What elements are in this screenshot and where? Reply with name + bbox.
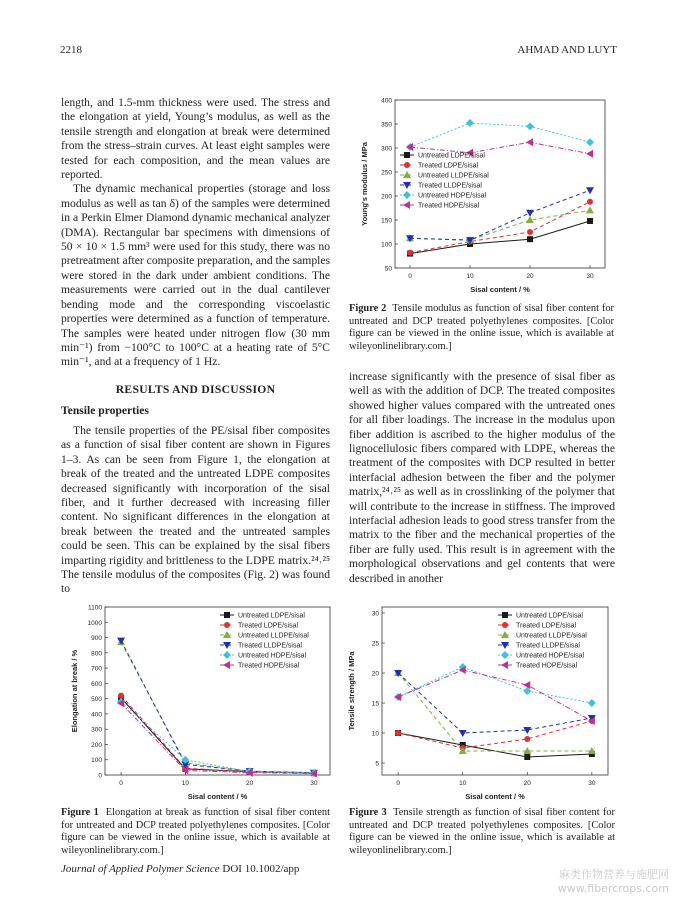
figure-label: Figure 3 — [349, 807, 387, 818]
legend-label: Untreated LLDPE/sisal — [418, 172, 489, 180]
x-axis-label: Sisal content / % — [470, 285, 530, 294]
y-axis-label: Young's modulus / MPa — [360, 142, 369, 226]
x-tick-label: 10 — [181, 780, 189, 787]
legend-label: Treated LDPE/sisal — [238, 622, 299, 630]
legend-label: Treated LLDPE/sisal — [516, 642, 580, 650]
figure-3-chart — [340, 595, 618, 800]
y-tick-label: 150 — [381, 217, 392, 225]
legend-label: Treated LDPE/sisal — [516, 622, 577, 630]
section-title: RESULTS AND DISCUSSION — [115, 383, 276, 396]
figure-3-caption — [349, 807, 615, 857]
data-point — [524, 736, 530, 742]
figure-2-chart — [340, 88, 618, 294]
y-tick-label: 400 — [381, 97, 392, 105]
data-point — [587, 199, 593, 205]
x-tick-label: 30 — [586, 273, 594, 280]
y-tick-label: 200 — [381, 193, 392, 201]
legend-label: Untreated HDPE/sisal — [516, 652, 585, 660]
legend-label: Treated HDPE/sisal — [516, 662, 578, 670]
left-column-bottom — [61, 424, 330, 597]
page-number: 2218 — [60, 44, 82, 56]
legend-label: Untreated HDPE/sisal — [238, 652, 307, 660]
y-tick-label: 1100 — [88, 604, 102, 612]
legend-label: Untreated LDPE/sisal — [516, 612, 583, 620]
y-tick-label: 300 — [91, 726, 102, 734]
y-tick-label: 300 — [381, 145, 392, 153]
legend-label: Treated LDPE/sisal — [418, 162, 479, 170]
figure-2-caption — [349, 303, 614, 353]
legend-label: Treated HDPE/sisal — [238, 662, 300, 670]
legend-marker — [224, 622, 230, 628]
x-tick-label: 10 — [459, 780, 467, 787]
x-tick-label: 20 — [523, 780, 531, 787]
y-tick-label: 25 — [371, 640, 379, 648]
paragraph: The tensile properties of the PE/sisal fiber composites as a function of sisal fiber content are shown in Figures 1–3. As can be seen from Figure 1, the elongation at break of the treated and the untreated LDPE composites decreased significantly with incorporation of the sisal fiber, and it further decreased with increasing filler content. No significant differences in the elongation at break between the treated and the untreated samples could be seen. This can be explained by the sisal fibers imparting rigidity and brittleness to the LDPE matrix.²⁴˒²⁵ The tensile modulus of the composites (Fig. 2) was found to — [61, 424, 330, 596]
paragraph: increase significantly with the presence of sisal fiber as well as with the addition of DCP. The treated composites showed higher values compared with the untreated ones for all fiber loadings. The increase in the modulus upon fiber addition is ascribed to the higher modulus of the lignocellulosic fibers compared with LDPE, whereas the treatment of the composites with DCP resulted in better interfacial adhesion between the fiber and the polymer matrix,²⁴˒²⁵ as well as in crosslinking of the polymer that will contribute to the increase in stiffness. The improved interfacial adhesion leads to good stress transfer from the matrix to the fiber and the mechanical properties of the fiber are fully used. This result is in agreement with the morphological observations and gel contents that were described in another — [349, 370, 615, 585]
legend-label: Treated HDPE/sisal — [418, 202, 480, 210]
y-tick-label: 0 — [98, 772, 102, 780]
x-tick-label: 0 — [408, 273, 412, 280]
x-tick-label: 0 — [119, 780, 123, 787]
data-point — [524, 754, 530, 760]
y-tick-label: 50 — [384, 265, 392, 273]
subsection-title: Tensile properties — [61, 404, 149, 417]
x-axis-label: Sisal content / % — [187, 792, 248, 800]
legend-marker — [404, 162, 410, 168]
legend-label: Treated LLDPE/sisal — [418, 182, 482, 190]
figure-1-caption — [61, 807, 330, 857]
x-tick-label: 10 — [466, 273, 474, 280]
journal-name: Journal of Applied Polymer Science — [61, 863, 220, 875]
y-tick-label: 400 — [91, 711, 102, 719]
data-point — [527, 236, 533, 242]
x-tick-label: 20 — [246, 780, 254, 787]
legend-label: Untreated LDPE/sisal — [418, 152, 485, 160]
x-axis-label: Sisal content / % — [465, 792, 525, 800]
y-tick-label: 100 — [91, 757, 102, 765]
legend-label: Untreated HDPE/sisal — [418, 192, 487, 200]
legend-marker — [502, 612, 508, 618]
y-tick-label: 100 — [381, 241, 392, 249]
watermark-cn: 麻类作物营养与施肥网 — [559, 868, 669, 881]
x-tick-label: 30 — [588, 780, 596, 787]
data-point — [118, 693, 124, 699]
y-tick-label: 5 — [375, 760, 379, 768]
running-title: AHMAD AND LUYT — [517, 44, 617, 56]
paragraph: The dynamic mechanical properties (storage and loss modulus as well as tan δ) of the samples were determined in a Perkin Elmer Diamond dynamic mechanical analyzer (DMA). Rectangular bar specimens with dimensions of 50 × 10 × 1.5 mm³ were used for this study, there was no pretreatment after composite preparation, and the samples were stored in the dark under ambient conditions. The measurements were carried out in the dual cantilever bending mode and the corresponding viscoelastic properties were determined as a function of temperature. The samples were heated under nitrogen flow (30 mm min⁻¹) from −100°C to 100°C at a heating rate of 5°C min⁻¹, and at a frequency of 1 Hz. — [61, 182, 330, 369]
y-axis-label: Elongation at break / % — [70, 649, 79, 733]
data-point — [587, 218, 593, 224]
journal-footer — [61, 863, 299, 875]
y-tick-label: 15 — [371, 700, 379, 708]
y-tick-label: 30 — [371, 610, 379, 618]
figure-label: Figure 1 — [61, 807, 99, 818]
y-tick-label: 10 — [371, 730, 379, 738]
figure-label: Figure 2 — [349, 303, 387, 314]
x-tick-label: 30 — [310, 780, 318, 787]
figure-1-chart — [55, 595, 335, 800]
x-tick-label: 0 — [396, 780, 400, 787]
caption-text: Elongation at break as function of sisal fiber content for untreated and DCP treated polyethylenes composites. [Color figure can be viewed in the online issue, which is available at wileyonlinelibrary.com.] — [61, 807, 330, 856]
legend-marker — [404, 152, 410, 158]
data-point — [395, 730, 401, 736]
legend-label: Untreated LLDPE/sisal — [238, 632, 309, 640]
y-tick-label: 500 — [91, 696, 102, 704]
caption-text: Tensile modulus as function of sisal fiber content for untreated and DCP treated polyethylenes composites. [Color figure can be viewed in the online issue, which is available at wileyonlinelibrary.com.] — [349, 303, 614, 352]
y-tick-label: 1000 — [87, 619, 102, 627]
y-tick-label: 800 — [91, 650, 102, 658]
x-tick-label: 20 — [526, 273, 534, 280]
legend-label: Treated LLDPE/sisal — [238, 642, 302, 650]
y-tick-label: 20 — [371, 670, 379, 678]
watermark-url: www.fibercrops.com — [557, 882, 669, 895]
left-column-top — [61, 96, 330, 370]
y-tick-label: 700 — [91, 665, 102, 673]
watermark — [558, 866, 669, 895]
legend-label: Untreated LDPE/sisal — [238, 612, 305, 620]
y-tick-label: 350 — [381, 121, 392, 129]
legend-marker — [502, 622, 508, 628]
legend-marker — [224, 612, 230, 618]
y-tick-label: 600 — [91, 680, 102, 688]
data-point — [407, 250, 413, 256]
y-tick-label: 250 — [381, 169, 392, 177]
caption-text: Tensile strength as function of sisal fiber content for untreated and DCP treated polyethylenes composites. [Color figure can be viewed in the online issue, which is available at wileyonlinelibrary.com.] — [349, 807, 615, 856]
data-point — [527, 229, 533, 235]
right-column — [349, 370, 615, 586]
paragraph: length, and 1.5-mm thickness were used. The stress and the elongation at yield, Young’s modulus, as well as the tensile strength and elongation at break were determined from the stress–strain curves. At least eight samples were tested for each composition, and the mean values are reported. — [61, 96, 330, 182]
legend-label: Untreated LLDPE/sisal — [516, 632, 587, 640]
y-axis-label: Tensile strength / MPa — [347, 651, 356, 731]
y-tick-label: 200 — [91, 741, 102, 749]
y-tick-label: 900 — [91, 635, 102, 643]
doi: DOI 10.1002/app — [222, 863, 300, 875]
